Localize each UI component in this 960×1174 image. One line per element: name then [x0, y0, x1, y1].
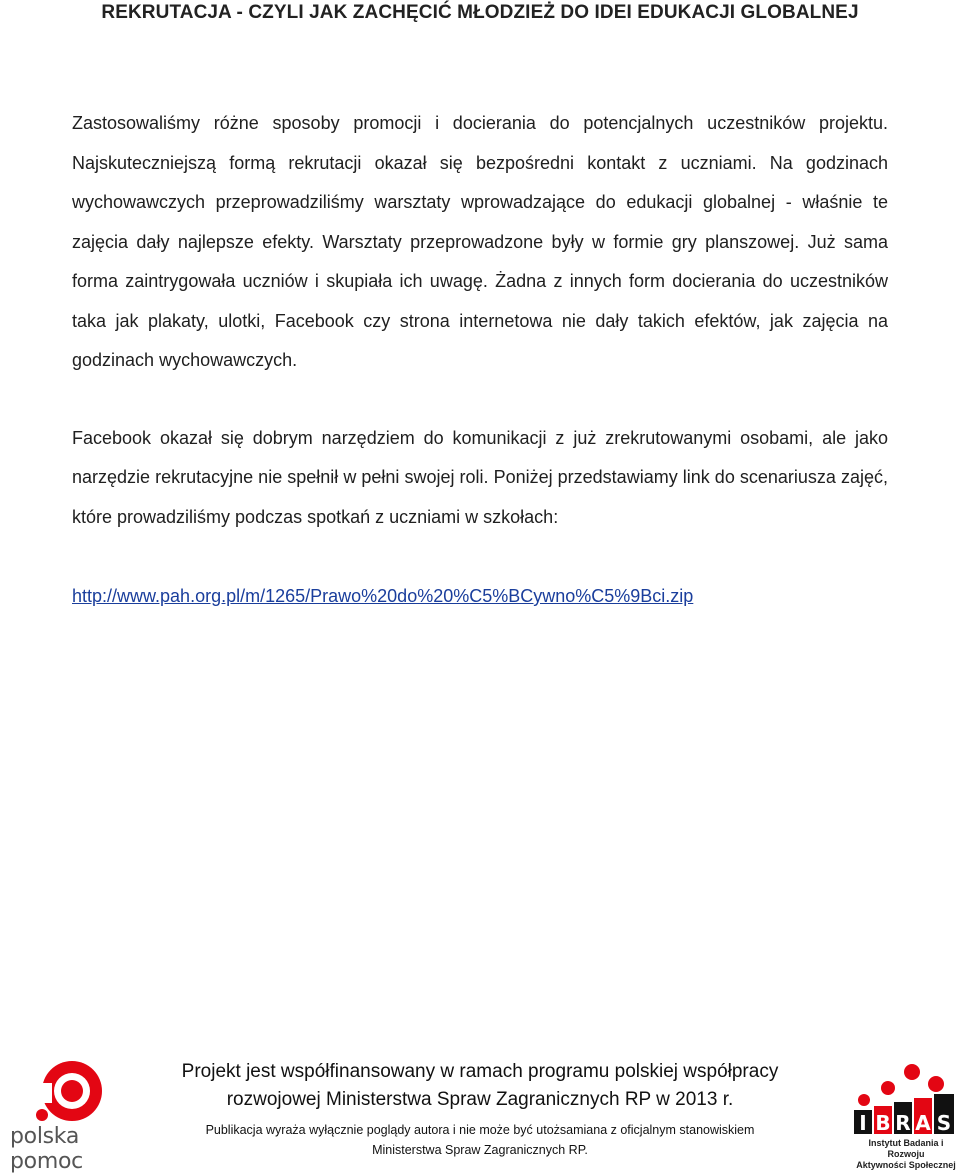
ibras-letter-i: I [859, 1111, 867, 1135]
page-header-title: REKRUTACJA - CZYLI JAK ZACHĘCIĆ MŁODZIEŻ DO IDEI EDUKACJI GLOBALNEJ [101, 2, 859, 23]
paragraph-recruitment-methods: Zastosowaliśmy różne sposoby promocji i docierania do potencjalnych uczestników projektu. Najskuteczniejszą formą rekrutacji okazał się bezpośredni kontakt z uczniami. Na godzinach wychowawczych przeprowadziliśmy warsztaty wprowadzające do edukacji globalnej - właśnie te zajęcia dały najlepsze efekty. Warsztaty przeprowadzone były w formie gry planszowej. Już sama forma zaintrygowała uczniów i skupiała ich uwagę. Żadna z innych form docierania do uczestników taka jak plakaty, ulotki, Facebook czy strona internetowa nie dały takich efektów, jak zajęcia na godzinach wychowawczych. [72, 113, 888, 370]
link-line [72, 577, 888, 617]
footer-disclaimer-2: Ministerstwa Spraw Zagranicznych RP. [372, 1143, 588, 1157]
ibras-letter-s: S [936, 1111, 952, 1135]
paragraph-facebook: Facebook okazał się dobrym narzędziem do komunikacji z już zrekrutowanymi osobami, ale jako narzędzie rekrutacyjne nie spełnił w pełni swojej roli. Poniżej przedstawiamy link do scenariusza zajęć, które prowadziliśmy podczas spotkań z uczniami w szkołach: [72, 427, 888, 527]
footer-disclaimer-1: Publikacja wyraża wyłącznie poglądy autora i nie może być utożsamiana z oficjalnym stanowiskiem [205, 1123, 755, 1137]
footer-funding-note [150, 1058, 810, 1160]
polska-pomoc-logo-text: polska pomoc [10, 1124, 83, 1174]
ibras-letter-r: R [895, 1111, 911, 1135]
scenario-download-link[interactable]: http://www.pah.org.pl/m/1265/Prawo%20do%20%C5%BCywno%C5%9Bci.zip [72, 586, 694, 606]
footer-line-2: rozwojowej Ministerstwa Spraw Zagranicznych RP w 2013 r. [226, 1089, 734, 1110]
footer-line-1: Projekt jest współfinansowany w ramach programu polskiej współpracy [181, 1061, 779, 1082]
ibras-caption-line-1: Instytut Badania i Rozwoju [868, 1138, 944, 1159]
main-content [72, 104, 888, 617]
ibras-caption-line-2: Aktywności Społecznej [856, 1160, 956, 1170]
ibras-letter-b: B [875, 1111, 891, 1135]
ibras-letter-a: A [915, 1111, 931, 1135]
ibras-caption [852, 1138, 960, 1171]
